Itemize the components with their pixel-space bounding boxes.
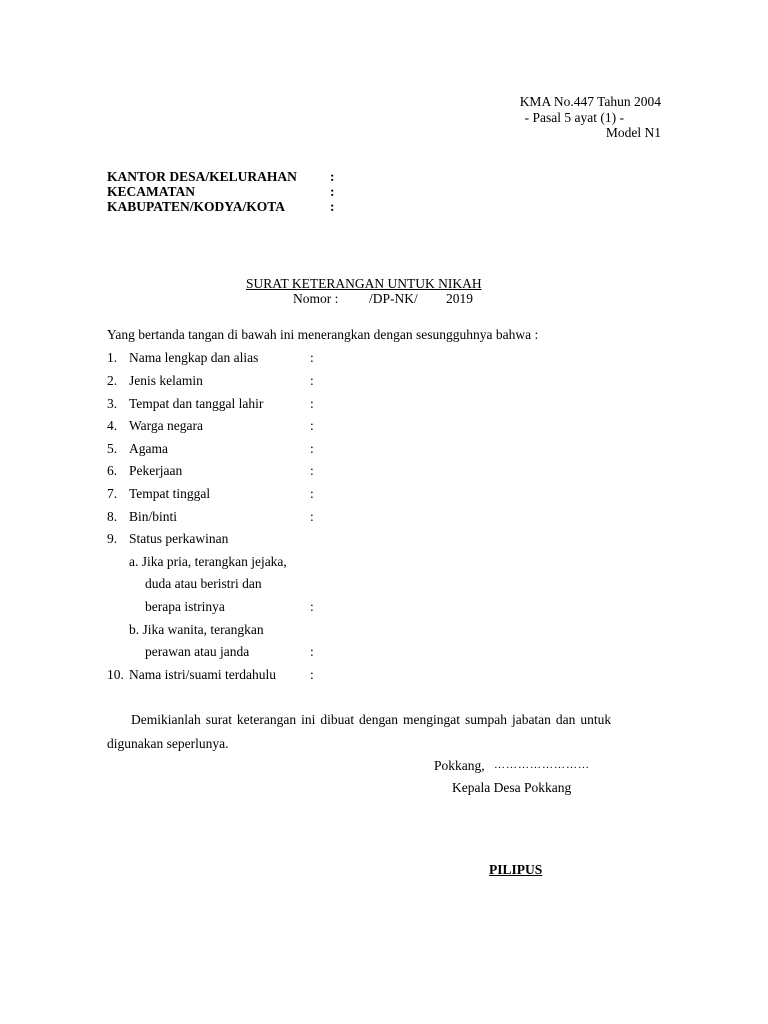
office-kecamatan-sep: :: [330, 184, 335, 199]
item-8-label: Bin/binti: [129, 509, 178, 524]
office-kabupaten-sep: :: [330, 199, 335, 214]
item-3-number: 3.: [107, 396, 118, 411]
regulation-reference: KMA No.447 Tahun 2004: [519, 94, 661, 109]
document-title: SURAT KETERANGAN UNTUK NIKAH: [246, 276, 482, 291]
item-1-number: 1.: [107, 350, 118, 365]
signatory-name: PILIPUS: [489, 862, 543, 877]
status-a-sep: :: [310, 599, 314, 614]
model-label: Model N1: [605, 125, 661, 140]
status-b-line2: perawan atau janda: [145, 644, 250, 659]
closing-line-1: Demikianlah surat keterangan ini dibuat dengan mengingat sumpah jabatan dan untuk: [131, 712, 612, 727]
item-6-sep: :: [310, 463, 314, 478]
status-b-line1: b. Jika wanita, terangkan: [129, 622, 264, 637]
item-2-number: 2.: [107, 373, 118, 388]
item-9-label: Status perkawinan: [129, 531, 229, 546]
item-10-number: 10.: [107, 667, 124, 682]
item-10-sep: :: [310, 667, 314, 682]
item-6-number: 6.: [107, 463, 118, 478]
article-reference: - Pasal 5 ayat (1) -: [524, 110, 624, 125]
item-2-sep: :: [310, 373, 314, 388]
item-7-number: 7.: [107, 486, 118, 501]
office-kabupaten-label: KABUPATEN/KODYA/KOTA: [107, 199, 286, 214]
item-4-sep: :: [310, 418, 314, 433]
item-8-sep: :: [310, 509, 314, 524]
item-1-sep: :: [310, 350, 314, 365]
item-7-sep: :: [310, 486, 314, 501]
item-5-sep: :: [310, 441, 314, 456]
item-2-label: Jenis kelamin: [129, 373, 203, 388]
closing-line-2: digunakan seperlunya.: [107, 736, 229, 751]
item-1-label: Nama lengkap dan alias: [129, 350, 259, 365]
office-kecamatan-label: KECAMATAN: [107, 184, 195, 199]
item-4-label: Warga negara: [129, 418, 203, 433]
item-9-number: 9.: [107, 531, 118, 546]
status-a-line3: berapa istrinya: [145, 599, 225, 614]
item-5-label: Agama: [129, 441, 168, 456]
item-7-label: Tempat tinggal: [129, 486, 211, 501]
item-5-number: 5.: [107, 441, 118, 456]
nomor-label: Nomor :: [293, 291, 339, 306]
item-4-number: 4.: [107, 418, 118, 433]
item-10-label: Nama istri/suami terdahulu: [129, 667, 276, 682]
intro-text: Yang bertanda tangan di bawah ini menerangkan dengan sesungguhnya bahwa :: [107, 327, 539, 342]
nomor-year: 2019: [446, 291, 473, 306]
status-b-sep: :: [310, 644, 314, 659]
item-3-sep: :: [310, 396, 314, 411]
signature-place: Pokkang,: [434, 758, 485, 773]
office-desa-sep: :: [330, 169, 335, 184]
status-a-line2: duda atau beristri dan: [145, 576, 262, 591]
item-3-label: Tempat dan tanggal lahir: [129, 396, 264, 411]
office-desa-label: KANTOR DESA/KELURAHAN: [107, 169, 297, 184]
signature-date-dots: ……………………: [494, 759, 590, 771]
nomor-code: /DP-NK/: [369, 291, 418, 306]
status-a-line1: a. Jika pria, terangkan jejaka,: [129, 554, 287, 569]
item-8-number: 8.: [107, 509, 118, 524]
item-6-label: Pekerjaan: [129, 463, 183, 478]
signature-position: Kepala Desa Pokkang: [452, 780, 572, 795]
